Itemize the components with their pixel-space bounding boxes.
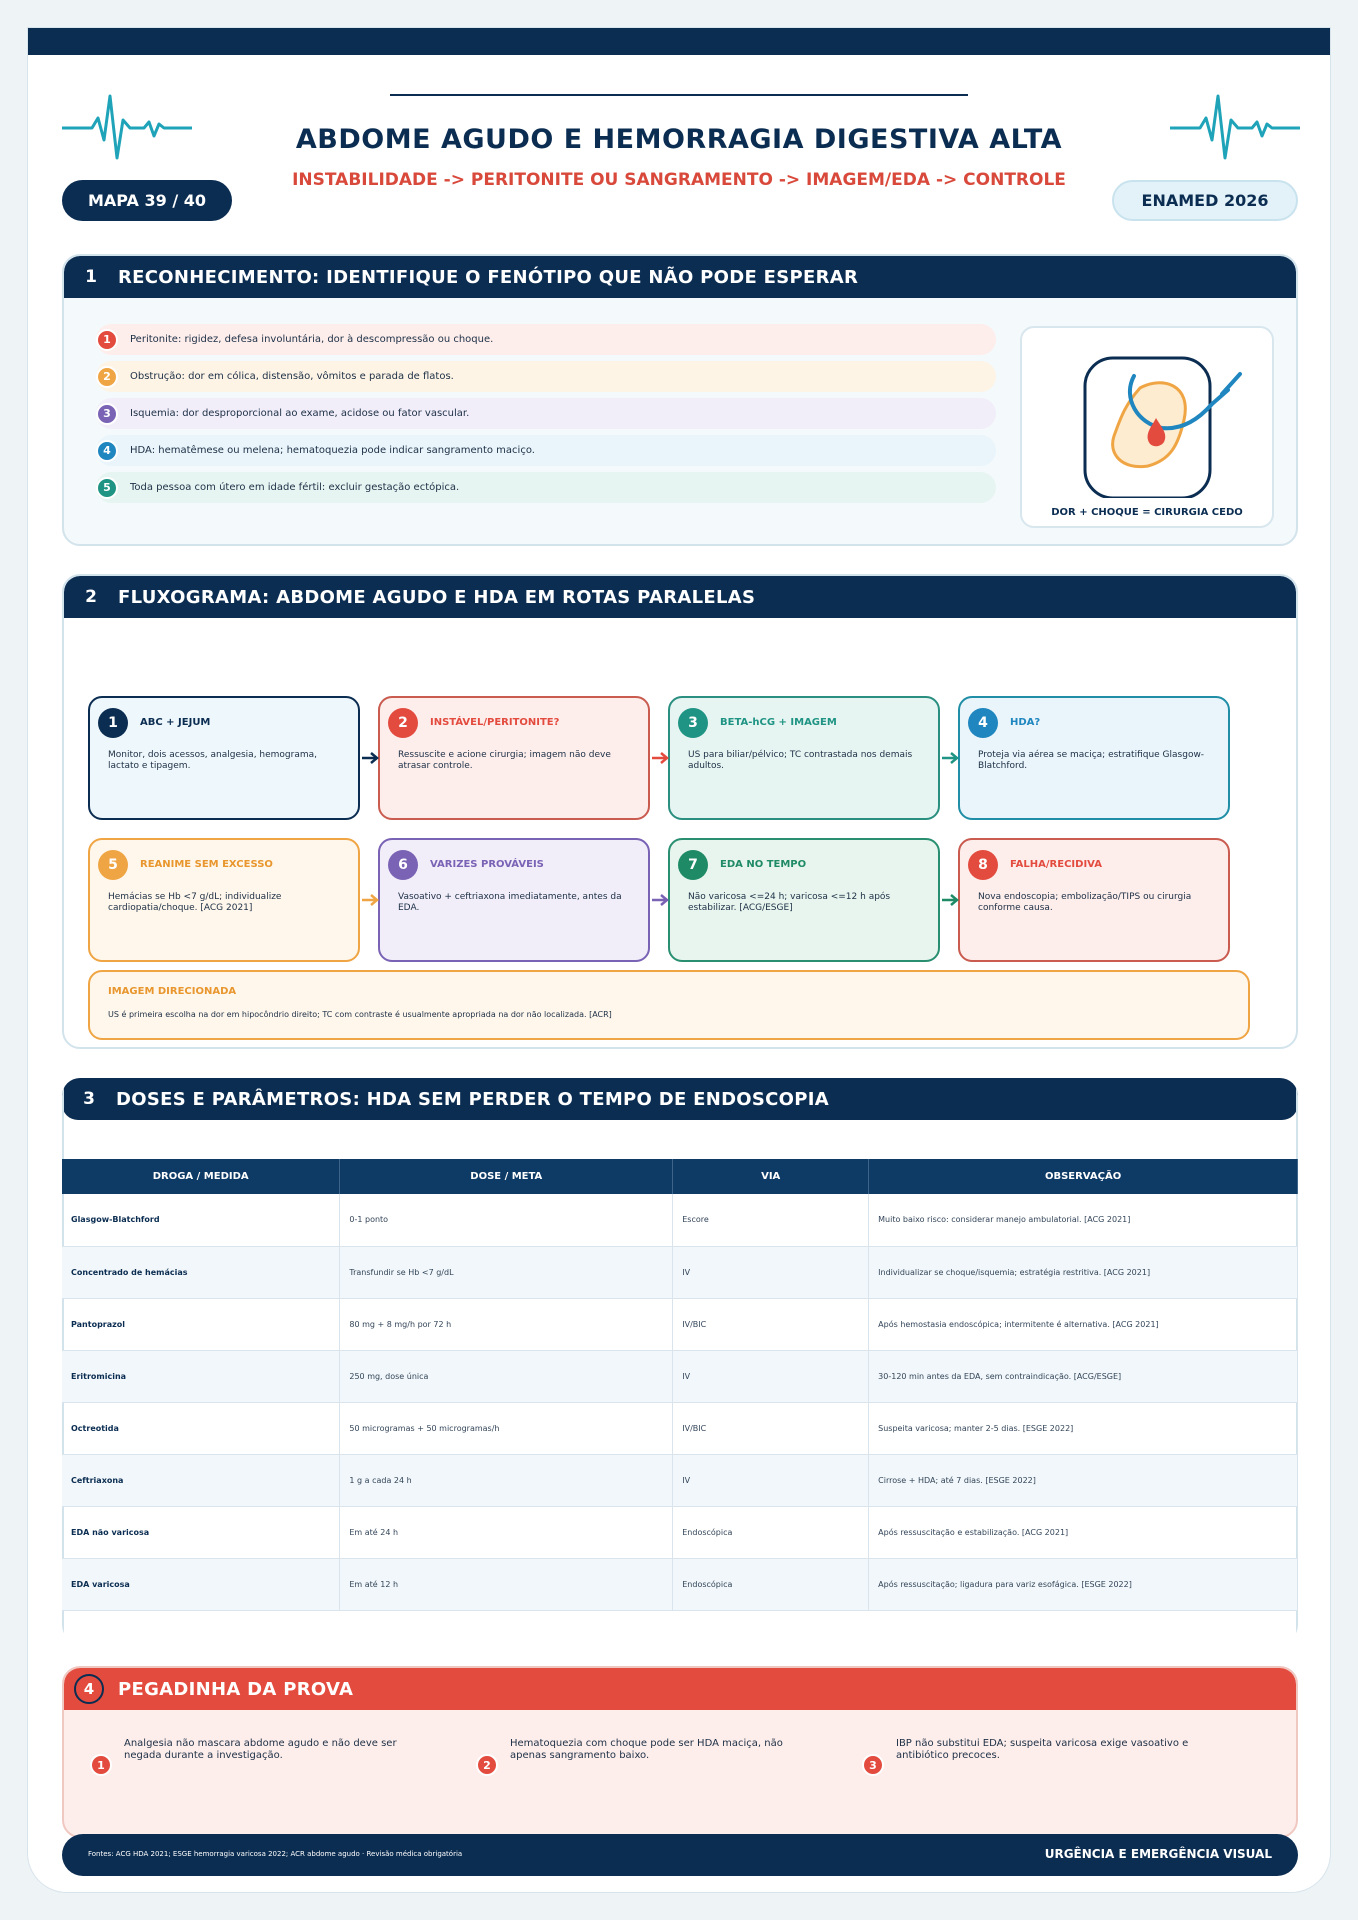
table-cell: 250 mg, dose única: [340, 1350, 673, 1402]
table-cell: Eritromicina: [62, 1350, 340, 1402]
flow-step: [88, 696, 360, 820]
step-number-badge: 7: [678, 850, 708, 880]
step-text: Vasoativo + ceftriaxona imediatamente, antes da EDA.: [398, 892, 622, 913]
table-column-header: DROGA / MEDIDA: [62, 1159, 340, 1194]
list-item: [96, 324, 996, 355]
table-column-header: VIA: [673, 1159, 869, 1194]
section-number: 4: [74, 1674, 104, 1704]
flow-step: [88, 838, 360, 962]
table-cell: Escore: [673, 1194, 869, 1246]
section-title: RECONHECIMENTO: IDENTIFIQUE O FENÓTIPO QUE NÃO PODE ESPERAR: [118, 266, 859, 288]
section-exam-traps: [62, 1666, 1298, 1838]
illustration-panel: [1020, 326, 1274, 528]
flow-arrow-icon: [360, 893, 380, 907]
flow-arrow-icon: [940, 893, 960, 907]
step-number-badge: 8: [968, 850, 998, 880]
step-title: REANIME SEM EXCESSO: [140, 859, 273, 870]
item-number-badge: 3: [96, 403, 118, 425]
table-cell: Após hemostasia endoscópica; intermitente é alternativa. [ACG 2021]: [869, 1298, 1298, 1350]
table-header-row: [62, 1159, 1298, 1194]
step-title: INSTÁVEL/PERITONITE?: [430, 717, 560, 728]
step-text: US para biliar/pélvico; TC contrastada nos demais adultos.: [688, 750, 913, 771]
table-cell: Cirrose + HDA; até 7 dias. [ESGE 2022]: [869, 1454, 1298, 1506]
flow-step: [958, 838, 1230, 962]
table-cell: IV: [673, 1454, 869, 1506]
step-number-badge: 3: [678, 708, 708, 738]
table-row: [62, 1298, 1298, 1350]
page-title: ABDOME AGUDO E HEMORRAGIA DIGESTIVA ALTA: [295, 124, 1063, 155]
section-header: [64, 1668, 1296, 1710]
section-header: [64, 256, 1296, 298]
trap-text: Hematoquezia com choque pode ser HDA maciça, não apenas sangramento baixo.: [510, 1738, 783, 1761]
table-cell: IV/BIC: [673, 1298, 869, 1350]
step-number-badge: 2: [388, 708, 418, 738]
step-title: FALHA/RECIDIVA: [1010, 859, 1102, 870]
table-cell: Muito baixo risco: considerar manejo ambulatorial. [ACG 2021]: [869, 1194, 1298, 1246]
table-cell: Octreotida: [62, 1402, 340, 1454]
step-title: EDA NO TEMPO: [720, 859, 807, 870]
flow-step: [668, 696, 940, 820]
page-subtitle: INSTABILIDADE -> PERITONITE OU SANGRAMENTO -> IMAGEM/EDA -> CONTROLE: [292, 170, 1066, 190]
illustration-caption: DOR + CHOQUE = CIRURGIA CEDO: [1051, 507, 1243, 518]
item-number-badge: 2: [96, 366, 118, 388]
item-number-badge: 1: [96, 329, 118, 351]
table-row: [62, 1194, 1298, 1246]
step-text: Hemácias se Hb <7 g/dL; individualize cardiopatia/choque. [ACG 2021]: [108, 892, 282, 913]
flow-arrow-icon: [650, 893, 670, 907]
list-item: [96, 398, 996, 429]
title-rule: [390, 94, 968, 96]
table-cell: 50 microgramas + 50 microgramas/h: [340, 1402, 673, 1454]
table-cell: 0-1 ponto: [340, 1194, 673, 1246]
item-number-badge: 4: [96, 440, 118, 462]
doses-table: [62, 1159, 1298, 1611]
list-item: [96, 361, 996, 392]
exam-badge: ENAMED 2026: [1112, 180, 1298, 221]
table-row: [62, 1506, 1298, 1558]
step-number-badge: 1: [98, 708, 128, 738]
flow-arrow-icon: [650, 751, 670, 765]
item-text: Toda pessoa com útero em idade fértil: excluir gestação ectópica.: [130, 482, 460, 493]
step-title: ABC + JEJUM: [140, 717, 211, 728]
table-cell: Em até 24 h: [340, 1506, 673, 1558]
step-text: Monitor, dois acessos, analgesia, hemograma, lactato e tipagem.: [108, 750, 317, 771]
step-number-badge: 4: [968, 708, 998, 738]
trap-number-badge: 2: [476, 1754, 498, 1776]
flow-arrow-icon: [940, 751, 960, 765]
step-text: Proteja via aérea se maciça; estratifique Glasgow-Blatchford.: [978, 750, 1205, 771]
section-title: PEGADINHA DA PROVA: [118, 1678, 354, 1700]
step-number-badge: 6: [388, 850, 418, 880]
table-cell: Suspeita varicosa; manter 2-5 dias. [ESGE 2022]: [869, 1402, 1298, 1454]
table-cell: 1 g a cada 24 h: [340, 1454, 673, 1506]
table-column-header: OBSERVAÇÃO: [869, 1159, 1298, 1194]
recognition-list: [96, 324, 996, 509]
table-cell: 80 mg + 8 mg/h por 72 h: [340, 1298, 673, 1350]
table-cell: IV: [673, 1246, 869, 1298]
step-title: HDA?: [1010, 717, 1041, 728]
table-row: [62, 1454, 1298, 1506]
table-cell: Endoscópica: [673, 1506, 869, 1558]
imaging-box: [88, 970, 1250, 1040]
trap-text: IBP não substitui EDA; suspeita varicosa exige vasoativo e antibiótico precoces.: [896, 1738, 1189, 1761]
section-title: FLUXOGRAMA: ABDOME AGUDO E HDA EM ROTAS PARALELAS: [118, 586, 756, 608]
table-row: [62, 1246, 1298, 1298]
flow-step: [958, 696, 1230, 820]
item-text: HDA: hematêmese ou melena; hematoquezia pode indicar sangramento maciço.: [130, 445, 535, 456]
page: [27, 27, 1331, 1893]
table-cell: Individualizar se choque/isquemia; estratégia restritiva. [ACG 2021]: [869, 1246, 1298, 1298]
table-cell: Em até 12 h: [340, 1558, 673, 1610]
table-cell: IV: [673, 1350, 869, 1402]
list-item: [96, 472, 996, 503]
imaging-text: US é primeira escolha na dor em hipocôndrio direito; TC com contraste é usualmente apropriada na dor não localizada. [ACR]: [108, 1010, 612, 1019]
footer-sources: Fontes: ACG HDA 2021; ESGE hemorragia varicosa 2022; ACR abdome agudo · Revisão médica obrigatória: [88, 1850, 463, 1858]
table-cell: Após ressuscitação; ligadura para variz esofágica. [ESGE 2022]: [869, 1558, 1298, 1610]
flow-step: [668, 838, 940, 962]
top-bar: [28, 28, 1330, 55]
step-title: VARIZES PROVÁVEIS: [430, 859, 544, 870]
item-text: Peritonite: rigidez, defesa involuntária, dor à descompressão ou choque.: [130, 334, 494, 345]
section-number: 3: [83, 1089, 95, 1109]
flow-arrow-icon: [360, 751, 380, 765]
footer-brand: URGÊNCIA E EMERGÊNCIA VISUAL: [1044, 1847, 1272, 1861]
trap-text: Analgesia não mascara abdome agudo e não deve ser negada durante a investigação.: [124, 1738, 397, 1761]
map-badge: MAPA 39 / 40: [62, 180, 232, 221]
section-title: DOSES E PARÂMETROS: HDA SEM PERDER O TEMPO DE ENDOSCOPIA: [116, 1088, 830, 1110]
table-cell: IV/BIC: [673, 1402, 869, 1454]
table-row: [62, 1558, 1298, 1610]
table-cell: EDA não varicosa: [62, 1506, 340, 1558]
step-text: Ressuscite e acione cirurgia; imagem não deve atrasar controle.: [398, 750, 611, 771]
footer: [62, 1834, 1298, 1876]
table-cell: Após ressuscitação e estabilização. [ACG 2021]: [869, 1506, 1298, 1558]
section-header: [64, 576, 1296, 618]
item-text: Obstrução: dor em cólica, distensão, vômitos e parada de flatos.: [130, 371, 454, 382]
table-cell: Concentrado de hemácias: [62, 1246, 340, 1298]
step-number-badge: 5: [98, 850, 128, 880]
table-column-header: DOSE / META: [340, 1159, 673, 1194]
table-row: [62, 1350, 1298, 1402]
section-doses: [62, 1078, 1298, 1643]
table-cell: Ceftriaxona: [62, 1454, 340, 1506]
section-flowchart: [62, 574, 1298, 1049]
trap-number-badge: 3: [862, 1754, 884, 1776]
item-text: Isquemia: dor desproporcional ao exame, acidose ou fator vascular.: [130, 408, 470, 419]
table-cell: Transfundir se Hb <7 g/dL: [340, 1246, 673, 1298]
table-cell: Endoscópica: [673, 1558, 869, 1610]
table-cell: Glasgow-Blatchford: [62, 1194, 340, 1246]
table-cell: EDA varicosa: [62, 1558, 340, 1610]
abdomen-bleeding-icon: [1022, 328, 1276, 498]
item-number-badge: 5: [96, 477, 118, 499]
step-text: Não varicosa <=24 h; varicosa <=12 h após estabilizar. [ACG/ESGE]: [688, 892, 891, 913]
flow-step: [378, 838, 650, 962]
list-item: [96, 435, 996, 466]
trap-number-badge: 1: [90, 1754, 112, 1776]
imaging-title: IMAGEM DIRECIONADA: [108, 986, 237, 997]
table-cell: 30-120 min antes da EDA, sem contraindicação. [ACG/ESGE]: [869, 1350, 1298, 1402]
section-number: 1: [85, 267, 97, 287]
flow-step: [378, 696, 650, 820]
step-text: Nova endoscopia; embolização/TIPS ou cirurgia conforme causa.: [978, 892, 1192, 913]
step-title: BETA-hCG + IMAGEM: [720, 717, 837, 728]
table-cell: Pantoprazol: [62, 1298, 340, 1350]
section-recognition: [62, 254, 1298, 546]
section-number: 2: [85, 587, 97, 607]
table-row: [62, 1402, 1298, 1454]
